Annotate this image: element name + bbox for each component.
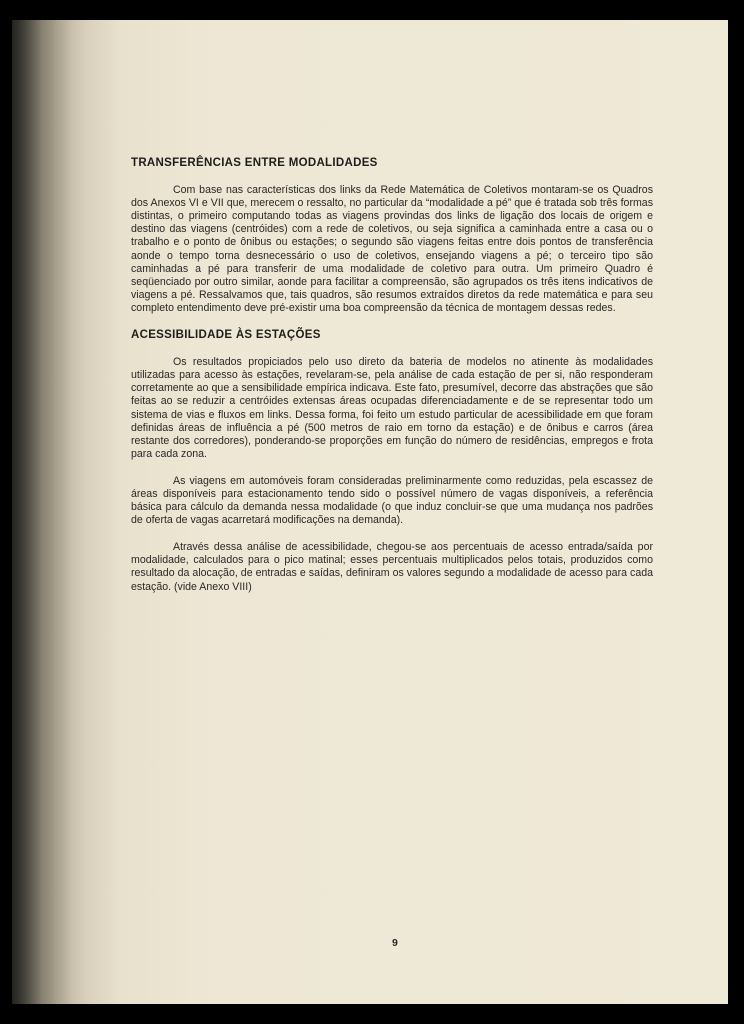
paragraph: Os resultados propiciados pelo uso direto da bateria de modelos no atinente às modalidades utilizadas para acesso às estações, revelaram-se, pela análise de cada estação de per si, não responderam corretamente ao que a sensibilidade empírica indicava. Este fato, presumível, decorre das abstrações que são feitas ao se reduzir a centróides extensas áreas ocupadas diferenciadamente e de se representar todo um sistema de vias e fluxos em links. Dessa forma, foi feito um estudo particular de acessibilidade em que foram definidas áreas de influência a pé (500 metros de raio em torno da estação) e de ônibus e carros (área restante dos corredores), ponderando-se proporções em função do número de residências, empregos e frota para cada zona. [131,356,653,460]
paragraph: As viagens em automóveis foram consideradas preliminarmente como reduzidas, pela escassez de áreas disponíveis para estacionamento tendo sido o possível número de vagas disponíveis, a referência básica para cálculo da demanda nessa modalidade (o que induz concluir-se que uma mudança nos padrões de oferta de vagas acarretará modificações na demanda). [131,474,653,527]
paragraph: Com base nas características dos links da Rede Matemática de Coletivos montaram-se os Quadros dos Anexos VI e VII que, merecem o ressalto, no particular da “modalidade a pé” que é tratada sob três formas distintas, o primeiro computando todas as viagens provindas dos links de ligação dos locais de origem e destino das viagens (centróides) com a rede de coletivos, ou seja significa a caminhada entre a casa ou o trabalho e o ponto de ônibus ou estações; o segundo são viagens feitas entre dois pontos de transferência aonde o tempo torna desnecessário o uso de coletivos, ensejando viagens a pé; o terceiro tipo são caminhadas a pé para transferir de uma modalidade de coletivo para outra. Um primeiro Quadro é seqüenciado por outro similar, aonde para facilitar a compreensão, são agrupados os três itens indicativos de viagens a pé. Ressalvamos que, tais quadros, são resumos extraídos diretos da rede matemática e para seu completo entendimento deve pré-existir uma boa compreensão da técnica de montagem dessas redes. [131,184,653,314]
page-number: 9 [392,937,398,949]
page-content [131,157,653,608]
section-heading-transferencias: TRANSFERÊNCIAS ENTRE MODALIDADES [131,157,378,169]
page-binding-shadow [12,20,72,1004]
section-heading-acessibilidade: ACESSIBILIDADE ÀS ESTAÇÕES [131,329,321,342]
document-page [12,20,728,1004]
paragraph: Através dessa análise de acessibilidade, chegou-se aos percentuais de acesso entrada/saída por modalidade, calculados para o pico matinal; esses percentuais multiplicados pelos totais, produzidos como resultado da alocação, de entradas e saídas, definiram os valores segundo a modalidade de acesso para cada estação. (vide Anexo VIII) [131,541,653,593]
